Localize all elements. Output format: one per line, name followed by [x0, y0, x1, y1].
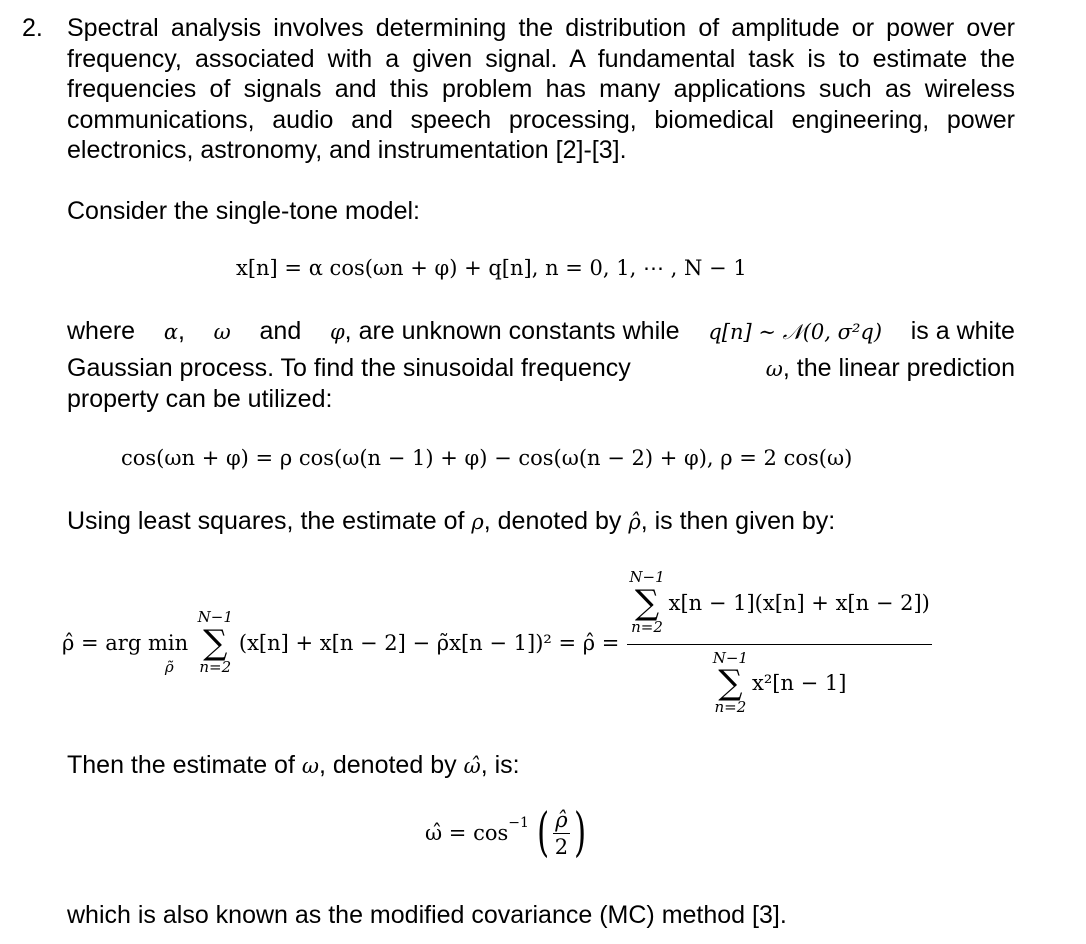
least-squares-text — [67, 506, 835, 538]
omega-fraction-den: 2 — [554, 834, 569, 859]
right-paren: ) — [573, 803, 586, 863]
comma: , — [178, 317, 185, 345]
problem-number: 2. — [22, 14, 43, 42]
omega-symbol: ω — [301, 754, 319, 778]
den-sum-upper: N−1 — [712, 648, 748, 667]
omega-fraction-num: ρ̂ — [555, 807, 568, 832]
num-sum-upper: N−1 — [629, 568, 665, 586]
where-line-2-pre: Gaussian process. To find the sinusoidal frequency — [67, 353, 631, 382]
ls-mid: , denoted by — [483, 507, 622, 535]
where-line-3: property can be utilized: — [67, 385, 333, 413]
then-mid: , denoted by — [318, 751, 457, 779]
then-post: , is: — [480, 751, 520, 779]
equation-least-squares — [62, 558, 932, 728]
equation-omega-hat — [425, 798, 590, 868]
omega-symbol: ω — [213, 320, 231, 344]
omega-fraction — [553, 808, 569, 859]
where-tail: is a white — [910, 317, 1015, 345]
noise-model: q[n] ∼ 𝒩(0, σ²q) — [708, 320, 883, 344]
ls-post: , is then given by: — [640, 507, 836, 535]
where-line-2-post: , the linear prediction — [782, 353, 1015, 382]
sum-lower-limit: n=2 — [199, 658, 232, 676]
omega-hat-symbol: ω̂ — [463, 754, 481, 778]
intro-paragraph — [67, 13, 1015, 166]
where-paragraph — [67, 316, 1015, 415]
alpha-symbol: α — [163, 320, 178, 344]
rho-hat-symbol: ρ̂ — [628, 510, 641, 534]
equation-model: x[n] = α cos(ωn + φ) + q[n], n = 0, 1, ⋯ , N − 1 — [236, 256, 747, 280]
num-summand: x[n − 1](x[n] + x[n − 2]) — [668, 590, 930, 615]
num-sum-lower: n=2 — [631, 617, 663, 636]
where-word: where — [67, 317, 136, 345]
den-sum-sign: ∑ — [718, 663, 743, 704]
where-rest: , are unknown constants while — [344, 317, 680, 345]
den-sum-lower: n=2 — [714, 698, 747, 717]
omega-lhs: ω̂ = cos — [425, 821, 509, 845]
num-sum-sign: ∑ — [634, 582, 660, 623]
sum-upper-limit: N−1 — [197, 608, 233, 627]
sum-sign: ∑ — [203, 623, 228, 663]
ls-summand: (x[n] + x[n − 2] − ρ̃x[n − 1])² = ρ̂ = — [238, 631, 620, 655]
then-pre: Then the estimate of — [67, 751, 295, 779]
consider-text: Consider the single-tone model: — [67, 197, 420, 225]
where-line-1 — [67, 316, 1015, 348]
and-word: and — [259, 317, 302, 345]
ls-lhs-text: ρ̂ = arg min — [62, 631, 189, 655]
argmin-subscript: ρ̃ — [164, 658, 174, 676]
ls-lhs — [62, 631, 204, 676]
final-text: which is also known as the modified covariance (MC) method [3]. — [67, 901, 787, 929]
rho-symbol: ρ — [471, 510, 484, 534]
inverse-superscript: −1 — [508, 815, 529, 831]
then-text — [67, 750, 520, 782]
phi-symbol: φ — [329, 320, 345, 344]
intro-line: frequency, associated with a given signal. A fundamental task is to estimate the — [67, 44, 1015, 73]
intro-line: communications, audio and speech processing, biomedical engineering, power — [67, 105, 1015, 134]
ls-pre: Using least squares, the estimate of — [67, 507, 465, 535]
ls-denominator — [627, 645, 931, 717]
intro-line: frequencies of signals and this problem has many applications such as wireless — [67, 75, 1015, 103]
den-summand: x²[n − 1] — [751, 671, 847, 696]
equation-linear-prediction: cos(ωn + φ) = ρ cos(ω(n − 1) + φ) − cos(ω(n − 2) + φ), ρ = 2 cos(ω) — [121, 446, 853, 470]
intro-line: electronics, astronomy, and instrumentation [2]-[3]. — [67, 136, 627, 164]
left-paren: ( — [536, 803, 550, 863]
intro-line: Spectral analysis involves determining the distribution of amplitude or power over — [67, 14, 1015, 42]
ls-fraction — [627, 570, 931, 716]
where-line-2 — [67, 353, 1015, 385]
sum-operator — [198, 610, 233, 676]
omega-symbol: ω — [765, 356, 783, 381]
ls-numerator — [627, 570, 931, 645]
